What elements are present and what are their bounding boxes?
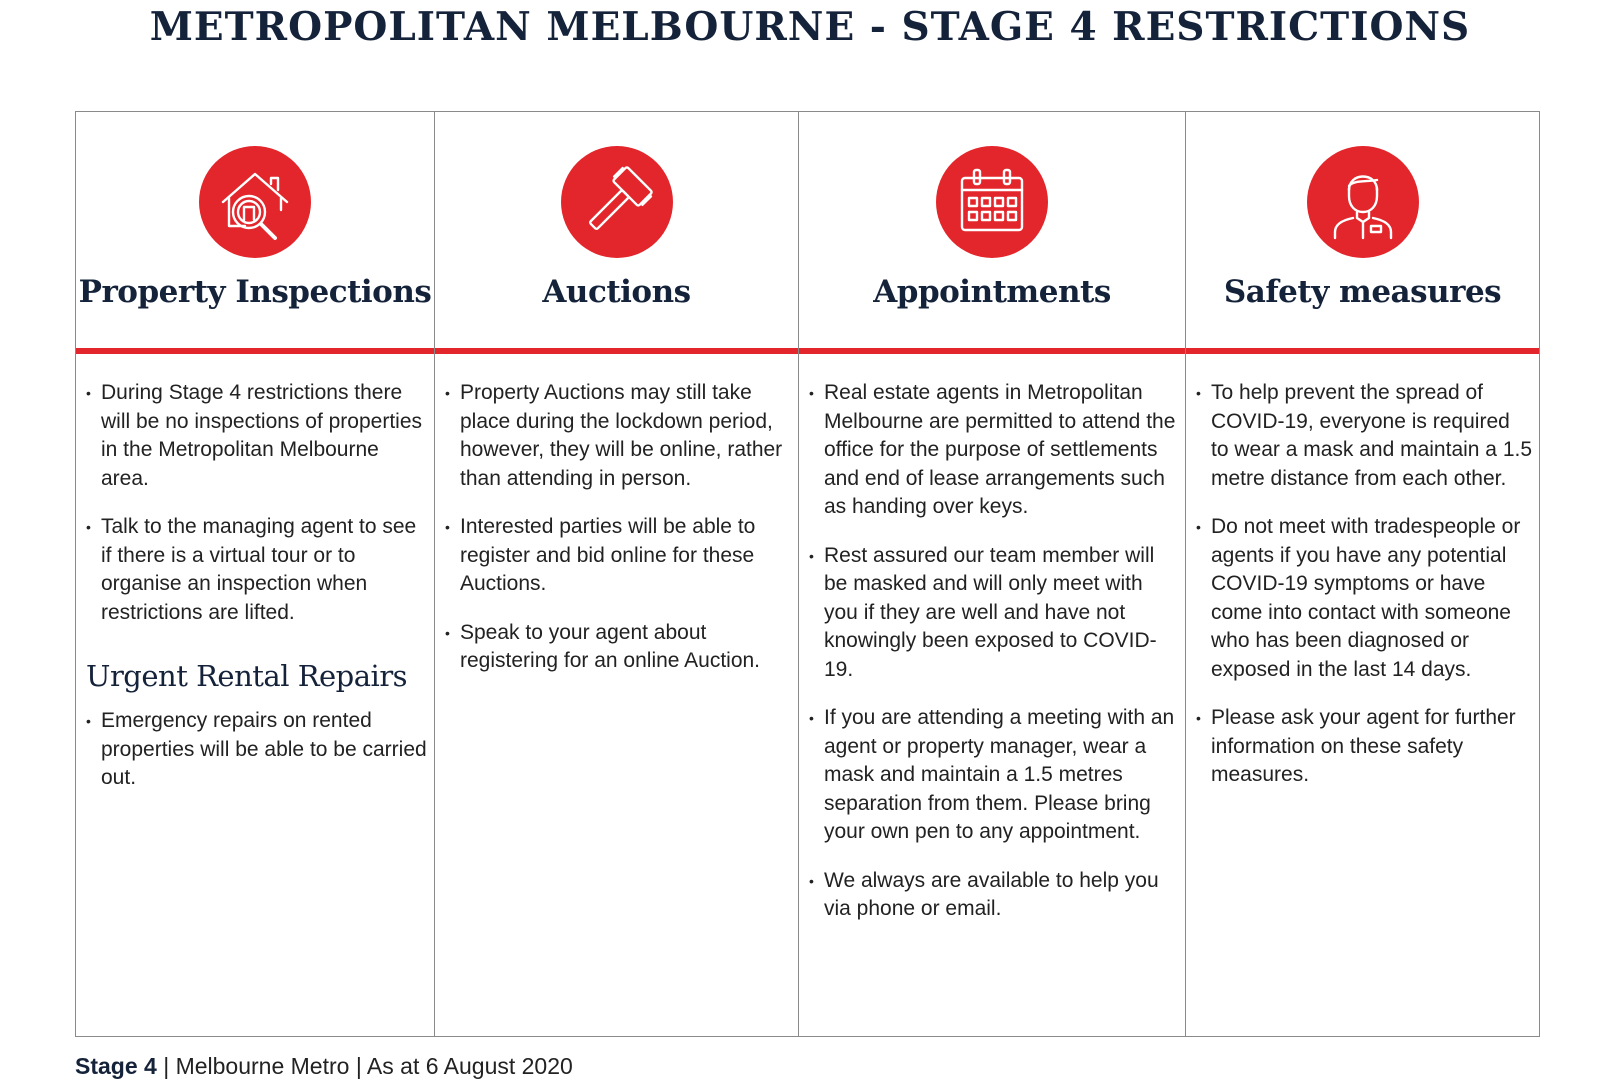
column-safety-measures xyxy=(1185,112,1539,1036)
gavel-icon xyxy=(561,146,673,258)
footer xyxy=(75,1053,573,1080)
bullet-item: • Speak to your agent about registering for an online Auction. xyxy=(445,619,792,676)
column-heading: Property Inspections xyxy=(78,274,432,310)
column-auctions xyxy=(434,112,798,1036)
red-divider xyxy=(435,348,798,354)
person-icon xyxy=(1307,146,1419,258)
column-heading: Appointments xyxy=(873,274,1111,310)
column-property-inspections xyxy=(76,112,434,1036)
column-body xyxy=(86,379,428,813)
red-divider xyxy=(799,348,1185,354)
bullet-item: • Property Auctions may still take place during the lockdown period, however, they will be online, rather than attending in person. xyxy=(445,379,792,493)
bullet-item: • Interested parties will be able to register and bid online for these Auctions. xyxy=(445,513,792,599)
column-heading: Auctions xyxy=(542,274,691,310)
bullet-item: • Please ask your agent for further information on these safety measures. xyxy=(1196,704,1533,790)
red-divider xyxy=(76,348,434,354)
column-heading: Safety measures xyxy=(1223,274,1502,310)
bullet-item: • We always are available to help you via phone or email. xyxy=(809,867,1179,924)
bullet-item: • During Stage 4 restrictions there will be no inspections of properties in the Metropolitan Melbourne area. xyxy=(86,379,428,493)
footer-stage: Stage 4 xyxy=(75,1053,157,1079)
footer-text: | Melbourne Metro | As at 6 August 2020 xyxy=(156,1053,573,1079)
column-body xyxy=(1196,379,1533,810)
bullet-item: • Emergency repairs on rented properties will be able to be carried out. xyxy=(86,707,428,793)
bullet-item: • Rest assured our team member will be masked and will only meet with you if they are well and have not knowingly been exposed to COVID-19. xyxy=(809,542,1179,685)
column-appointments xyxy=(798,112,1185,1036)
subheading-urgent-rental-repairs: Urgent Rental Repairs xyxy=(86,659,408,693)
house-search-icon xyxy=(199,146,311,258)
restrictions-table xyxy=(75,111,1540,1037)
calendar-icon xyxy=(936,146,1048,258)
column-body xyxy=(445,379,792,696)
red-divider xyxy=(1186,348,1539,354)
bullet-item: • If you are attending a meeting with an agent or property manager, wear a mask and maintain a 1.5 metres separation from them. Please bring your own pen to any appointment. xyxy=(809,704,1179,847)
page-title: METROPOLITAN MELBOURNE - STAGE 4 RESTRICTIONS xyxy=(149,4,1471,50)
bullet-item: • To help prevent the spread of COVID-19, everyone is required to wear a mask and maintain a 1.5 metre distance from each other. xyxy=(1196,379,1533,493)
bullet-item: • Real estate agents in Metropolitan Melbourne are permitted to attend the office for the purpose of settlements and end of lease arrangements such as handing over keys. xyxy=(809,379,1179,522)
bullet-item: • Talk to the managing agent to see if there is a virtual tour or to organise an inspection when restrictions are lifted. xyxy=(86,513,428,627)
column-body xyxy=(809,379,1179,944)
bullet-item: • Do not meet with tradespeople or agents if you have any potential COVID-19 symptoms or have come into contact with someone who has been diagnosed or exposed in the last 14 days. xyxy=(1196,513,1533,684)
